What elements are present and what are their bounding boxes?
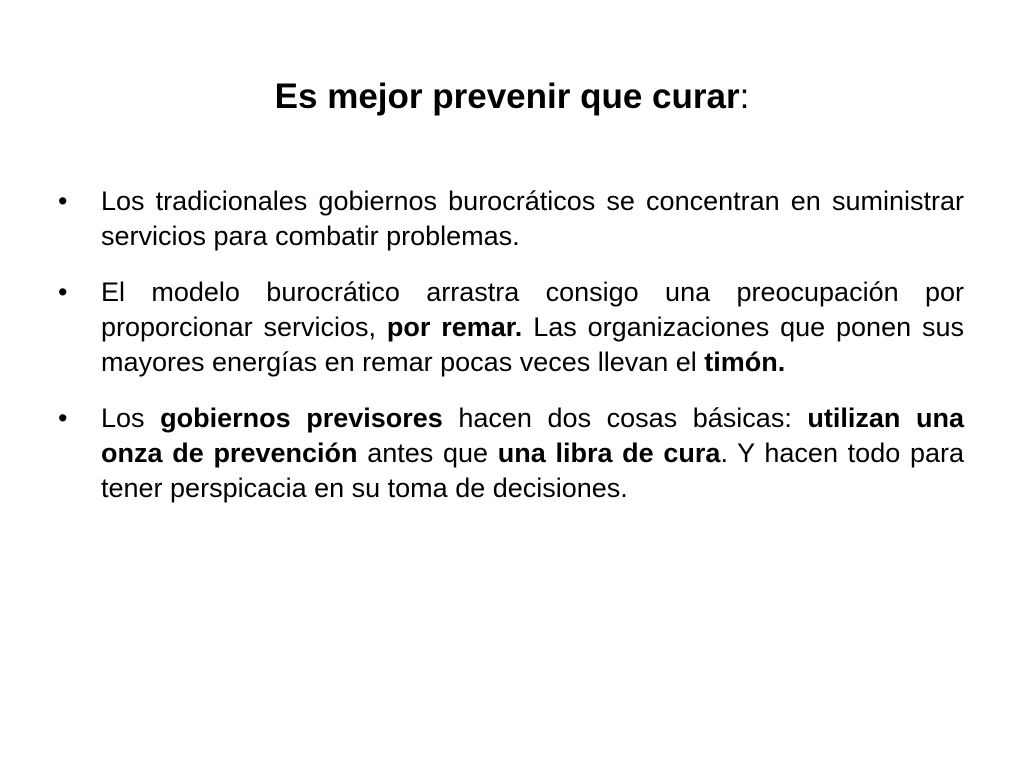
bullet-text-bold: utilizan una onza de prevención (101, 403, 964, 468)
bullet-text: Los (101, 403, 161, 433)
bullet-text: Los tradicionales gobiernos burocráticos se concentran en suministrar servicios para combatir problemas. (101, 186, 964, 251)
bullet-list (58, 184, 964, 527)
bullet-text: Las organizaciones que ponen sus mayores energías en remar pocas veces llevan el (101, 312, 964, 377)
bullet-dot-icon: • (58, 277, 68, 307)
bullet-text: hacen dos cosas básicas: (442, 403, 808, 433)
bullet-dot-icon: • (58, 186, 68, 216)
bullet-text: . Y hacen todo para tener perspicacia en su toma de decisiones. (101, 438, 964, 503)
slide-title (0, 72, 1024, 122)
slide-title-text: Es mejor prevenir que curar (274, 77, 740, 116)
bullet-dot-icon: • (58, 403, 68, 433)
bullet-text-bold: por remar. (386, 312, 523, 342)
bullet-text: antes que (357, 438, 498, 468)
bullet-item (58, 275, 964, 380)
bullet-text-bold: una libra de cura (497, 438, 721, 468)
bullet-text-bold: timón. (704, 347, 786, 377)
bullet-text: El modelo burocrático arrastra consigo una preocupación por proporcionar servicios, (101, 277, 964, 342)
slide-title-colon: : (739, 77, 750, 116)
bullet-item (58, 184, 964, 254)
bullet-item (58, 401, 964, 506)
bullet-text-bold: gobiernos previsores (160, 403, 443, 433)
